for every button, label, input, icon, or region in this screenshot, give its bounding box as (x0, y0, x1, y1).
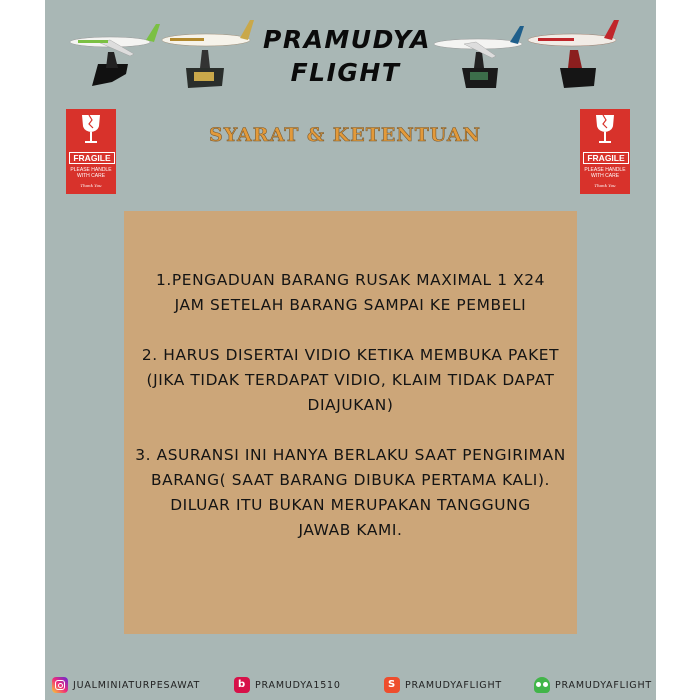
term-item-1: 1.PENGADUAN BARANG RUSAK MAXIMAL 1 X24 JAM SETELAH BARANG SAMPAI KE PEMBELI (155, 271, 546, 314)
terms-box (124, 211, 577, 634)
fragile-title: FRAGILE (69, 152, 115, 164)
social-instagram[interactable] (52, 676, 200, 694)
instagram-icon (52, 677, 68, 693)
social-handle: PRAMUDYAFLIGHT (555, 679, 653, 691)
fragile-signature: Thank You (594, 183, 616, 188)
terms-heading: SYARAT & KETENTUAN (208, 124, 482, 146)
social-tokopedia[interactable] (534, 676, 652, 694)
term-item-3: 3. ASURANSI INI HANYA BERLAKU SAAT PENGIRIMAN BARANG( SAAT BARANG DIBUKA PERTAMA KALI). DILUAR ITU BUKAN MERUPAKAN TANGGUNG JAWAB KAMI. (135, 446, 566, 539)
lion-air-plane-model-image (526, 12, 621, 92)
shopee-icon: S (384, 677, 400, 693)
broken-glass-icon (593, 114, 617, 148)
fragile-signature: Thank You (80, 183, 102, 188)
tokopedia-icon (534, 677, 550, 693)
fragile-label-left (66, 109, 116, 194)
broken-glass-icon (79, 114, 103, 148)
social-footer (45, 672, 656, 698)
fragile-title: FRAGILE (583, 152, 629, 164)
social-handle: JUALMINIATURPESAWAT (73, 679, 201, 691)
citilink-plane-model-image (68, 12, 163, 92)
social-handle: PRAMUDYAFLIGHT (405, 679, 503, 691)
social-handle: PRAMUDYA1510 (255, 679, 341, 691)
garuda-plane-model-image (432, 12, 527, 92)
social-bukalapak[interactable] (234, 676, 341, 694)
brand-title (263, 23, 431, 89)
fragile-label-right (580, 109, 630, 194)
brand-line-1: PRAMUDYA (263, 25, 431, 54)
fragile-instructions: PLEASE HANDLE WITH CARE (70, 167, 112, 179)
terms-list (124, 268, 577, 568)
fragile-instructions: PLEASE HANDLE WITH CARE (584, 167, 626, 179)
term-item-2: 2. HARUS DISERTAI VIDIO KETIKA MEMBUKA PAKET (JIKA TIDAK TERDAPAT VIDIO, KLAIM TIDAK DAPAT DIAJUKAN) (141, 346, 560, 414)
social-shopee[interactable] (384, 676, 502, 694)
brand-line-2: FLIGHT (290, 58, 401, 87)
bukalapak-icon: b (234, 677, 250, 693)
batik-air-plane-model-image (160, 12, 255, 92)
